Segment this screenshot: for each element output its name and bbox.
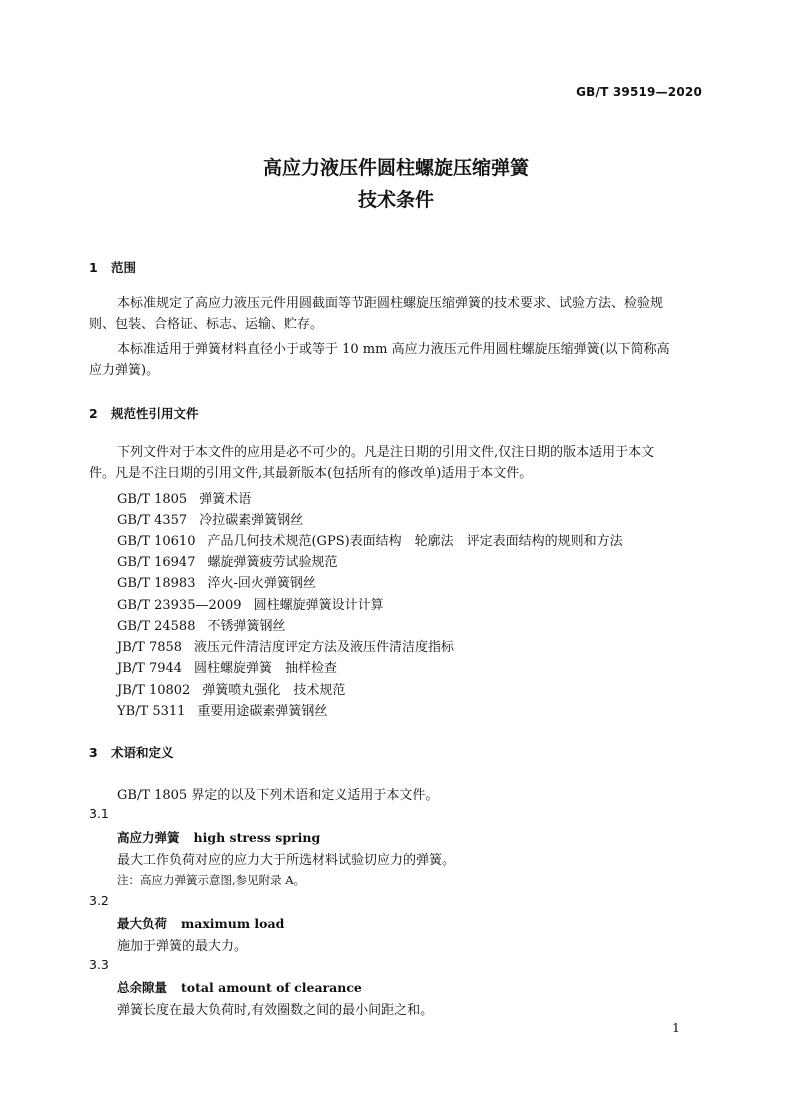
reference-name: 圆柱螺旋弹簧设计计算 [253,598,384,613]
page-number: 1 [672,1020,680,1035]
reference-item [117,679,345,698]
reference-code: GB/T 4357 [117,513,188,528]
line-text: 本标准规定了高应力液压元件用圆截面等节距圆柱螺旋压缩弹簧的技术要求、试验方法、检验规 [117,296,664,311]
term-zh: 最大负荷 [117,916,168,931]
term-heading [117,914,284,932]
reference-code: JB/T 7858 [117,640,183,655]
reference-name: 弹簧喷丸强化 技术规范 [202,683,346,698]
reference-item [117,509,303,528]
reference-item [117,594,384,613]
paragraph-line: 则、包装、合格证、标志、运输、贮存。 [89,317,324,332]
paragraph-line [89,339,703,360]
reference-item [117,488,251,507]
reference-item [117,636,454,655]
section-2-heading [89,404,199,422]
reference-code: GB/T 24588 [117,619,196,634]
reference-name: 冷拉碳素弹簧钢丝 [199,513,304,528]
section-title: 术语和定义 [111,745,174,760]
section-title: 规范性引用文件 [111,406,199,421]
reference-code: GB/T 1805 [117,492,188,507]
term-definition: 施加于弹簧的最大力。 [117,939,248,954]
reference-name: 液压元件清洁度评定方法及液压件清洁度指标 [194,640,455,655]
standard-code: GB/T 39519—2020 [576,85,702,99]
term-definition: 弹簧长度在最大负荷时,有效圈数之间的最小间距之和。 [117,1003,434,1018]
reference-item [117,530,623,549]
section-number: 3 [89,745,98,760]
reference-name: 螺旋弹簧疲劳试验规范 [207,555,338,570]
term-heading [117,828,320,846]
section-number: 1 [89,260,98,275]
reference-code: GB/T 23935—2009 [117,598,242,613]
paragraph-line [89,293,703,314]
reference-item [117,615,286,634]
section-title: 范围 [111,260,137,275]
reference-name: 圆柱螺旋弹簧 抽样检查 [194,661,338,676]
section-1-paragraph-2 [89,339,703,381]
term-number: 3.1 [89,806,109,821]
term-definition: 最大工作负荷对应的应力大于所选材料试验切应力的弹簧。 [117,853,456,868]
reference-item [117,551,338,570]
term-number: 3.3 [89,957,109,972]
reference-name: 不锈弹簧钢丝 [207,619,286,634]
term-en: high stress spring [193,830,321,845]
reference-name: 重要用途碳素弹簧钢丝 [197,704,328,719]
section-1-heading [89,258,136,276]
term-heading [117,978,362,996]
section-1-paragraph-1 [89,293,703,335]
paragraph-line [89,442,703,463]
reference-code: GB/T 18983 [117,576,196,591]
document-title: 高应力液压件圆柱螺旋压缩弹簧 [262,157,529,179]
reference-name: 淬火-回火弹簧钢丝 [207,576,316,591]
line-text: 下列文件对于本文件的应用是必不可少的。凡是注日期的引用文件,仅注日期的版本适用于本文 [117,445,655,460]
term-zh: 高应力弹簧 [117,830,180,845]
reference-code: YB/T 5311 [117,704,186,719]
reference-code: JB/T 10802 [117,683,191,698]
reference-item [117,657,337,676]
reference-item [117,700,327,719]
paragraph-line: 应力弹簧)。 [89,363,160,378]
reference-item [117,572,316,591]
term-note: 注：高应力弹簧示意图,参见附录 A。 [117,873,306,887]
term-number: 3.2 [89,893,109,908]
section-3-intro: GB/T 1805 界定的以及下列术语和定义适用于本文件。 [117,788,439,803]
paragraph-line: 件。凡是不注日期的引用文件,其最新版本(包括所有的修改单)适用于本文件。 [89,466,533,481]
term-zh: 总余隙量 [117,980,168,995]
reference-code: JB/T 7944 [117,661,183,676]
section-number: 2 [89,406,98,421]
reference-code: GB/T 10610 [117,534,196,549]
document-subtitle: 技术条件 [357,189,434,211]
term-en: total amount of clearance [181,980,362,995]
reference-code: GB/T 16947 [117,555,196,570]
line-text: 本标准适用于弹簧材料直径小于或等于 10 mm 高应力液压元件用圆柱螺旋压缩弹簧(以下简称高 [117,342,670,357]
section-2-paragraph [89,442,703,484]
section-3-heading [89,743,174,761]
reference-name: 产品几何技术规范(GPS)表面结构 轮廓法 评定表面结构的规则和方法 [207,534,623,549]
reference-name: 弹簧术语 [199,492,252,507]
term-en: maximum load [181,916,285,931]
